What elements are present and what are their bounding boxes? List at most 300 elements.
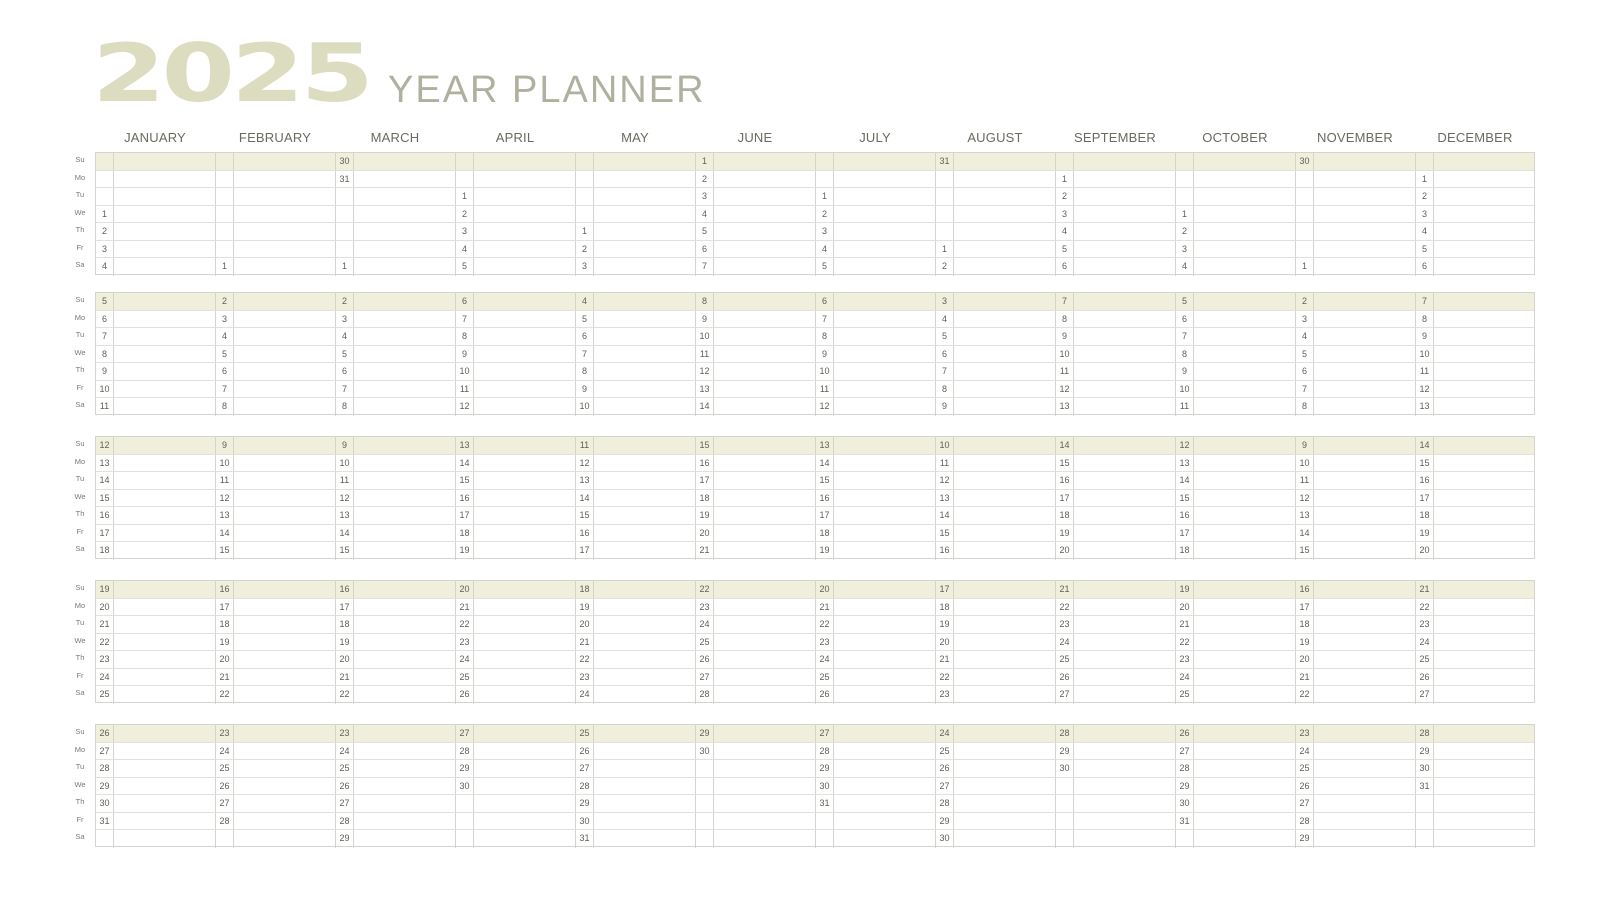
day-cell[interactable] bbox=[594, 346, 696, 363]
day-cell[interactable] bbox=[114, 188, 216, 205]
day-cell[interactable] bbox=[954, 346, 1056, 363]
day-cell[interactable] bbox=[594, 830, 696, 848]
day-cell[interactable] bbox=[1074, 813, 1176, 830]
day-cell[interactable] bbox=[1314, 293, 1416, 310]
day-cell[interactable] bbox=[114, 525, 216, 542]
day-cell[interactable] bbox=[594, 507, 696, 524]
day-cell[interactable] bbox=[114, 153, 216, 170]
day-cell[interactable] bbox=[834, 188, 936, 205]
day-cell[interactable] bbox=[1074, 472, 1176, 489]
day-cell[interactable] bbox=[1314, 725, 1416, 742]
day-cell[interactable] bbox=[834, 669, 936, 686]
day-cell[interactable] bbox=[474, 581, 576, 598]
day-cell[interactable] bbox=[954, 293, 1056, 310]
day-cell[interactable] bbox=[354, 778, 456, 795]
day-cell[interactable] bbox=[714, 490, 816, 507]
day-cell[interactable] bbox=[114, 599, 216, 616]
day-cell[interactable] bbox=[474, 363, 576, 380]
day-cell[interactable] bbox=[234, 398, 336, 416]
day-cell[interactable] bbox=[714, 455, 816, 472]
day-cell[interactable] bbox=[354, 241, 456, 258]
day-cell[interactable] bbox=[714, 293, 816, 310]
day-cell[interactable] bbox=[1434, 381, 1536, 398]
day-cell[interactable] bbox=[474, 686, 576, 704]
day-cell[interactable] bbox=[474, 725, 576, 742]
day-cell[interactable] bbox=[834, 381, 936, 398]
day-cell[interactable] bbox=[594, 616, 696, 633]
day-cell[interactable] bbox=[1194, 363, 1296, 380]
day-cell[interactable] bbox=[954, 651, 1056, 668]
day-cell[interactable] bbox=[1314, 241, 1416, 258]
day-cell[interactable] bbox=[714, 188, 816, 205]
day-cell[interactable] bbox=[594, 258, 696, 276]
day-cell[interactable] bbox=[234, 795, 336, 812]
day-cell[interactable] bbox=[834, 725, 936, 742]
day-cell[interactable] bbox=[1194, 743, 1296, 760]
day-cell[interactable] bbox=[1074, 153, 1176, 170]
day-cell[interactable] bbox=[1194, 542, 1296, 560]
day-cell[interactable] bbox=[714, 398, 816, 416]
day-cell[interactable] bbox=[114, 507, 216, 524]
day-cell[interactable] bbox=[1074, 507, 1176, 524]
day-cell[interactable] bbox=[114, 437, 216, 454]
day-cell[interactable] bbox=[714, 525, 816, 542]
day-cell[interactable] bbox=[1314, 616, 1416, 633]
day-cell[interactable] bbox=[594, 778, 696, 795]
day-cell[interactable] bbox=[474, 669, 576, 686]
day-cell[interactable] bbox=[1194, 616, 1296, 633]
day-cell[interactable] bbox=[1194, 153, 1296, 170]
day-cell[interactable] bbox=[1194, 241, 1296, 258]
day-cell[interactable] bbox=[354, 311, 456, 328]
day-cell[interactable] bbox=[1434, 581, 1536, 598]
day-cell[interactable] bbox=[954, 507, 1056, 524]
day-cell[interactable] bbox=[714, 381, 816, 398]
day-cell[interactable] bbox=[1074, 795, 1176, 812]
day-cell[interactable] bbox=[354, 346, 456, 363]
day-cell[interactable] bbox=[1194, 206, 1296, 223]
day-cell[interactable] bbox=[594, 686, 696, 704]
day-cell[interactable] bbox=[1074, 188, 1176, 205]
day-cell[interactable] bbox=[234, 813, 336, 830]
day-cell[interactable] bbox=[354, 171, 456, 188]
day-cell[interactable] bbox=[1314, 599, 1416, 616]
day-cell[interactable] bbox=[1314, 153, 1416, 170]
day-cell[interactable] bbox=[714, 830, 816, 848]
day-cell[interactable] bbox=[1434, 346, 1536, 363]
day-cell[interactable] bbox=[714, 311, 816, 328]
day-cell[interactable] bbox=[354, 616, 456, 633]
day-cell[interactable] bbox=[234, 490, 336, 507]
day-cell[interactable] bbox=[234, 293, 336, 310]
day-cell[interactable] bbox=[354, 490, 456, 507]
day-cell[interactable] bbox=[594, 328, 696, 345]
day-cell[interactable] bbox=[1314, 830, 1416, 848]
day-cell[interactable] bbox=[1194, 437, 1296, 454]
day-cell[interactable] bbox=[474, 599, 576, 616]
day-cell[interactable] bbox=[354, 258, 456, 276]
day-cell[interactable] bbox=[954, 241, 1056, 258]
day-cell[interactable] bbox=[1314, 686, 1416, 704]
day-cell[interactable] bbox=[1314, 542, 1416, 560]
day-cell[interactable] bbox=[114, 581, 216, 598]
day-cell[interactable] bbox=[1314, 743, 1416, 760]
day-cell[interactable] bbox=[1194, 634, 1296, 651]
day-cell[interactable] bbox=[474, 778, 576, 795]
day-cell[interactable] bbox=[1194, 328, 1296, 345]
day-cell[interactable] bbox=[714, 651, 816, 668]
day-cell[interactable] bbox=[834, 398, 936, 416]
day-cell[interactable] bbox=[594, 743, 696, 760]
day-cell[interactable] bbox=[594, 795, 696, 812]
day-cell[interactable] bbox=[594, 651, 696, 668]
day-cell[interactable] bbox=[114, 346, 216, 363]
day-cell[interactable] bbox=[354, 472, 456, 489]
day-cell[interactable] bbox=[354, 328, 456, 345]
day-cell[interactable] bbox=[1074, 616, 1176, 633]
day-cell[interactable] bbox=[1434, 171, 1536, 188]
day-cell[interactable] bbox=[714, 363, 816, 380]
day-cell[interactable] bbox=[234, 346, 336, 363]
day-cell[interactable] bbox=[594, 223, 696, 240]
day-cell[interactable] bbox=[834, 437, 936, 454]
day-cell[interactable] bbox=[594, 634, 696, 651]
day-cell[interactable] bbox=[234, 599, 336, 616]
day-cell[interactable] bbox=[1314, 258, 1416, 276]
day-cell[interactable] bbox=[234, 311, 336, 328]
day-cell[interactable] bbox=[234, 188, 336, 205]
day-cell[interactable] bbox=[1074, 542, 1176, 560]
day-cell[interactable] bbox=[234, 258, 336, 276]
day-cell[interactable] bbox=[954, 542, 1056, 560]
day-cell[interactable] bbox=[1314, 651, 1416, 668]
day-cell[interactable] bbox=[954, 813, 1056, 830]
day-cell[interactable] bbox=[1314, 795, 1416, 812]
day-cell[interactable] bbox=[954, 778, 1056, 795]
day-cell[interactable] bbox=[594, 153, 696, 170]
day-cell[interactable] bbox=[1194, 188, 1296, 205]
day-cell[interactable] bbox=[354, 542, 456, 560]
day-cell[interactable] bbox=[1074, 490, 1176, 507]
day-cell[interactable] bbox=[354, 599, 456, 616]
day-cell[interactable] bbox=[1194, 581, 1296, 598]
day-cell[interactable] bbox=[474, 830, 576, 848]
day-cell[interactable] bbox=[834, 616, 936, 633]
day-cell[interactable] bbox=[474, 398, 576, 416]
day-cell[interactable] bbox=[954, 455, 1056, 472]
day-cell[interactable] bbox=[954, 223, 1056, 240]
day-cell[interactable] bbox=[1074, 686, 1176, 704]
day-cell[interactable] bbox=[474, 206, 576, 223]
day-cell[interactable] bbox=[714, 725, 816, 742]
day-cell[interactable] bbox=[1074, 743, 1176, 760]
day-cell[interactable] bbox=[1194, 223, 1296, 240]
day-cell[interactable] bbox=[1074, 223, 1176, 240]
day-cell[interactable] bbox=[714, 795, 816, 812]
day-cell[interactable] bbox=[474, 743, 576, 760]
day-cell[interactable] bbox=[594, 669, 696, 686]
day-cell[interactable] bbox=[594, 599, 696, 616]
day-cell[interactable] bbox=[1194, 346, 1296, 363]
day-cell[interactable] bbox=[114, 795, 216, 812]
day-cell[interactable] bbox=[1194, 686, 1296, 704]
day-cell[interactable] bbox=[234, 581, 336, 598]
day-cell[interactable] bbox=[1434, 363, 1536, 380]
day-cell[interactable] bbox=[234, 328, 336, 345]
day-cell[interactable] bbox=[714, 778, 816, 795]
day-cell[interactable] bbox=[954, 686, 1056, 704]
day-cell[interactable] bbox=[714, 153, 816, 170]
day-cell[interactable] bbox=[234, 171, 336, 188]
day-cell[interactable] bbox=[234, 542, 336, 560]
day-cell[interactable] bbox=[594, 293, 696, 310]
day-cell[interactable] bbox=[1314, 490, 1416, 507]
day-cell[interactable] bbox=[1434, 293, 1536, 310]
day-cell[interactable] bbox=[234, 206, 336, 223]
day-cell[interactable] bbox=[954, 206, 1056, 223]
day-cell[interactable] bbox=[234, 830, 336, 848]
day-cell[interactable] bbox=[714, 258, 816, 276]
day-cell[interactable] bbox=[234, 725, 336, 742]
day-cell[interactable] bbox=[834, 293, 936, 310]
day-cell[interactable] bbox=[1194, 795, 1296, 812]
day-cell[interactable] bbox=[474, 241, 576, 258]
day-cell[interactable] bbox=[354, 669, 456, 686]
day-cell[interactable] bbox=[474, 328, 576, 345]
day-cell[interactable] bbox=[834, 542, 936, 560]
day-cell[interactable] bbox=[1434, 206, 1536, 223]
day-cell[interactable] bbox=[834, 634, 936, 651]
day-cell[interactable] bbox=[594, 241, 696, 258]
day-cell[interactable] bbox=[714, 223, 816, 240]
day-cell[interactable] bbox=[354, 437, 456, 454]
day-cell[interactable] bbox=[594, 813, 696, 830]
day-cell[interactable] bbox=[714, 241, 816, 258]
day-cell[interactable] bbox=[1314, 206, 1416, 223]
day-cell[interactable] bbox=[1434, 153, 1536, 170]
day-cell[interactable] bbox=[474, 171, 576, 188]
day-cell[interactable] bbox=[1314, 363, 1416, 380]
day-cell[interactable] bbox=[954, 398, 1056, 416]
day-cell[interactable] bbox=[714, 634, 816, 651]
day-cell[interactable] bbox=[1314, 188, 1416, 205]
day-cell[interactable] bbox=[714, 686, 816, 704]
day-cell[interactable] bbox=[954, 328, 1056, 345]
day-cell[interactable] bbox=[594, 542, 696, 560]
day-cell[interactable] bbox=[954, 599, 1056, 616]
day-cell[interactable] bbox=[594, 311, 696, 328]
day-cell[interactable] bbox=[1434, 241, 1536, 258]
day-cell[interactable] bbox=[1074, 328, 1176, 345]
day-cell[interactable] bbox=[1194, 599, 1296, 616]
day-cell[interactable] bbox=[474, 490, 576, 507]
day-cell[interactable] bbox=[114, 241, 216, 258]
day-cell[interactable] bbox=[1314, 760, 1416, 777]
day-cell[interactable] bbox=[114, 223, 216, 240]
day-cell[interactable] bbox=[834, 346, 936, 363]
day-cell[interactable] bbox=[354, 188, 456, 205]
day-cell[interactable] bbox=[594, 472, 696, 489]
day-cell[interactable] bbox=[594, 760, 696, 777]
day-cell[interactable] bbox=[834, 760, 936, 777]
day-cell[interactable] bbox=[1194, 525, 1296, 542]
day-cell[interactable] bbox=[1434, 328, 1536, 345]
day-cell[interactable] bbox=[234, 241, 336, 258]
day-cell[interactable] bbox=[954, 381, 1056, 398]
day-cell[interactable] bbox=[834, 651, 936, 668]
day-cell[interactable] bbox=[1314, 581, 1416, 598]
day-cell[interactable] bbox=[1194, 258, 1296, 276]
day-cell[interactable] bbox=[1194, 813, 1296, 830]
day-cell[interactable] bbox=[1194, 651, 1296, 668]
day-cell[interactable] bbox=[834, 686, 936, 704]
day-cell[interactable] bbox=[834, 153, 936, 170]
day-cell[interactable] bbox=[234, 669, 336, 686]
day-cell[interactable] bbox=[1314, 398, 1416, 416]
day-cell[interactable] bbox=[834, 328, 936, 345]
day-cell[interactable] bbox=[354, 686, 456, 704]
day-cell[interactable] bbox=[1434, 795, 1536, 812]
day-cell[interactable] bbox=[1074, 760, 1176, 777]
day-cell[interactable] bbox=[1074, 346, 1176, 363]
day-cell[interactable] bbox=[354, 507, 456, 524]
day-cell[interactable] bbox=[834, 813, 936, 830]
day-cell[interactable] bbox=[1194, 472, 1296, 489]
day-cell[interactable] bbox=[474, 651, 576, 668]
day-cell[interactable] bbox=[954, 363, 1056, 380]
day-cell[interactable] bbox=[1434, 490, 1536, 507]
day-cell[interactable] bbox=[1074, 778, 1176, 795]
day-cell[interactable] bbox=[954, 258, 1056, 276]
day-cell[interactable] bbox=[1434, 311, 1536, 328]
day-cell[interactable] bbox=[594, 398, 696, 416]
day-cell[interactable] bbox=[834, 778, 936, 795]
day-cell[interactable] bbox=[954, 830, 1056, 848]
day-cell[interactable] bbox=[114, 311, 216, 328]
day-cell[interactable] bbox=[834, 171, 936, 188]
day-cell[interactable] bbox=[1314, 472, 1416, 489]
day-cell[interactable] bbox=[1434, 760, 1536, 777]
day-cell[interactable] bbox=[114, 651, 216, 668]
day-cell[interactable] bbox=[354, 830, 456, 848]
day-cell[interactable] bbox=[1074, 725, 1176, 742]
day-cell[interactable] bbox=[234, 437, 336, 454]
day-cell[interactable] bbox=[714, 599, 816, 616]
day-cell[interactable] bbox=[354, 153, 456, 170]
day-cell[interactable] bbox=[474, 455, 576, 472]
day-cell[interactable] bbox=[1194, 760, 1296, 777]
day-cell[interactable] bbox=[954, 525, 1056, 542]
day-cell[interactable] bbox=[474, 472, 576, 489]
day-cell[interactable] bbox=[474, 616, 576, 633]
day-cell[interactable] bbox=[234, 651, 336, 668]
day-cell[interactable] bbox=[594, 188, 696, 205]
day-cell[interactable] bbox=[474, 258, 576, 276]
day-cell[interactable] bbox=[954, 188, 1056, 205]
day-cell[interactable] bbox=[834, 490, 936, 507]
day-cell[interactable] bbox=[354, 381, 456, 398]
day-cell[interactable] bbox=[1194, 725, 1296, 742]
day-cell[interactable] bbox=[714, 171, 816, 188]
day-cell[interactable] bbox=[954, 743, 1056, 760]
day-cell[interactable] bbox=[1314, 346, 1416, 363]
day-cell[interactable] bbox=[354, 525, 456, 542]
day-cell[interactable] bbox=[474, 346, 576, 363]
day-cell[interactable] bbox=[1314, 455, 1416, 472]
day-cell[interactable] bbox=[834, 507, 936, 524]
day-cell[interactable] bbox=[1434, 398, 1536, 416]
day-cell[interactable] bbox=[114, 258, 216, 276]
day-cell[interactable] bbox=[594, 437, 696, 454]
day-cell[interactable] bbox=[594, 171, 696, 188]
day-cell[interactable] bbox=[114, 171, 216, 188]
day-cell[interactable] bbox=[834, 795, 936, 812]
day-cell[interactable] bbox=[1074, 581, 1176, 598]
day-cell[interactable] bbox=[114, 206, 216, 223]
day-cell[interactable] bbox=[1074, 293, 1176, 310]
day-cell[interactable] bbox=[114, 743, 216, 760]
day-cell[interactable] bbox=[834, 206, 936, 223]
day-cell[interactable] bbox=[474, 223, 576, 240]
day-cell[interactable] bbox=[234, 525, 336, 542]
day-cell[interactable] bbox=[594, 525, 696, 542]
day-cell[interactable] bbox=[354, 760, 456, 777]
day-cell[interactable] bbox=[954, 725, 1056, 742]
day-cell[interactable] bbox=[1434, 651, 1536, 668]
day-cell[interactable] bbox=[1314, 381, 1416, 398]
day-cell[interactable] bbox=[1074, 830, 1176, 848]
day-cell[interactable] bbox=[1194, 398, 1296, 416]
day-cell[interactable] bbox=[354, 813, 456, 830]
day-cell[interactable] bbox=[714, 507, 816, 524]
day-cell[interactable] bbox=[1434, 778, 1536, 795]
day-cell[interactable] bbox=[354, 363, 456, 380]
day-cell[interactable] bbox=[114, 328, 216, 345]
day-cell[interactable] bbox=[594, 581, 696, 598]
day-cell[interactable] bbox=[1434, 634, 1536, 651]
day-cell[interactable] bbox=[1074, 311, 1176, 328]
day-cell[interactable] bbox=[114, 686, 216, 704]
day-cell[interactable] bbox=[474, 381, 576, 398]
day-cell[interactable] bbox=[714, 437, 816, 454]
day-cell[interactable] bbox=[1194, 171, 1296, 188]
day-cell[interactable] bbox=[114, 490, 216, 507]
day-cell[interactable] bbox=[474, 153, 576, 170]
day-cell[interactable] bbox=[834, 223, 936, 240]
day-cell[interactable] bbox=[1434, 686, 1536, 704]
day-cell[interactable] bbox=[714, 760, 816, 777]
day-cell[interactable] bbox=[954, 437, 1056, 454]
day-cell[interactable] bbox=[1074, 651, 1176, 668]
day-cell[interactable] bbox=[114, 725, 216, 742]
day-cell[interactable] bbox=[714, 616, 816, 633]
day-cell[interactable] bbox=[834, 581, 936, 598]
day-cell[interactable] bbox=[714, 581, 816, 598]
day-cell[interactable] bbox=[234, 381, 336, 398]
day-cell[interactable] bbox=[354, 581, 456, 598]
day-cell[interactable] bbox=[954, 581, 1056, 598]
day-cell[interactable] bbox=[834, 455, 936, 472]
day-cell[interactable] bbox=[1434, 507, 1536, 524]
day-cell[interactable] bbox=[474, 795, 576, 812]
day-cell[interactable] bbox=[1074, 171, 1176, 188]
day-cell[interactable] bbox=[1434, 223, 1536, 240]
day-cell[interactable] bbox=[234, 363, 336, 380]
day-cell[interactable] bbox=[474, 293, 576, 310]
day-cell[interactable] bbox=[1434, 258, 1536, 276]
day-cell[interactable] bbox=[114, 363, 216, 380]
day-cell[interactable] bbox=[1434, 830, 1536, 848]
